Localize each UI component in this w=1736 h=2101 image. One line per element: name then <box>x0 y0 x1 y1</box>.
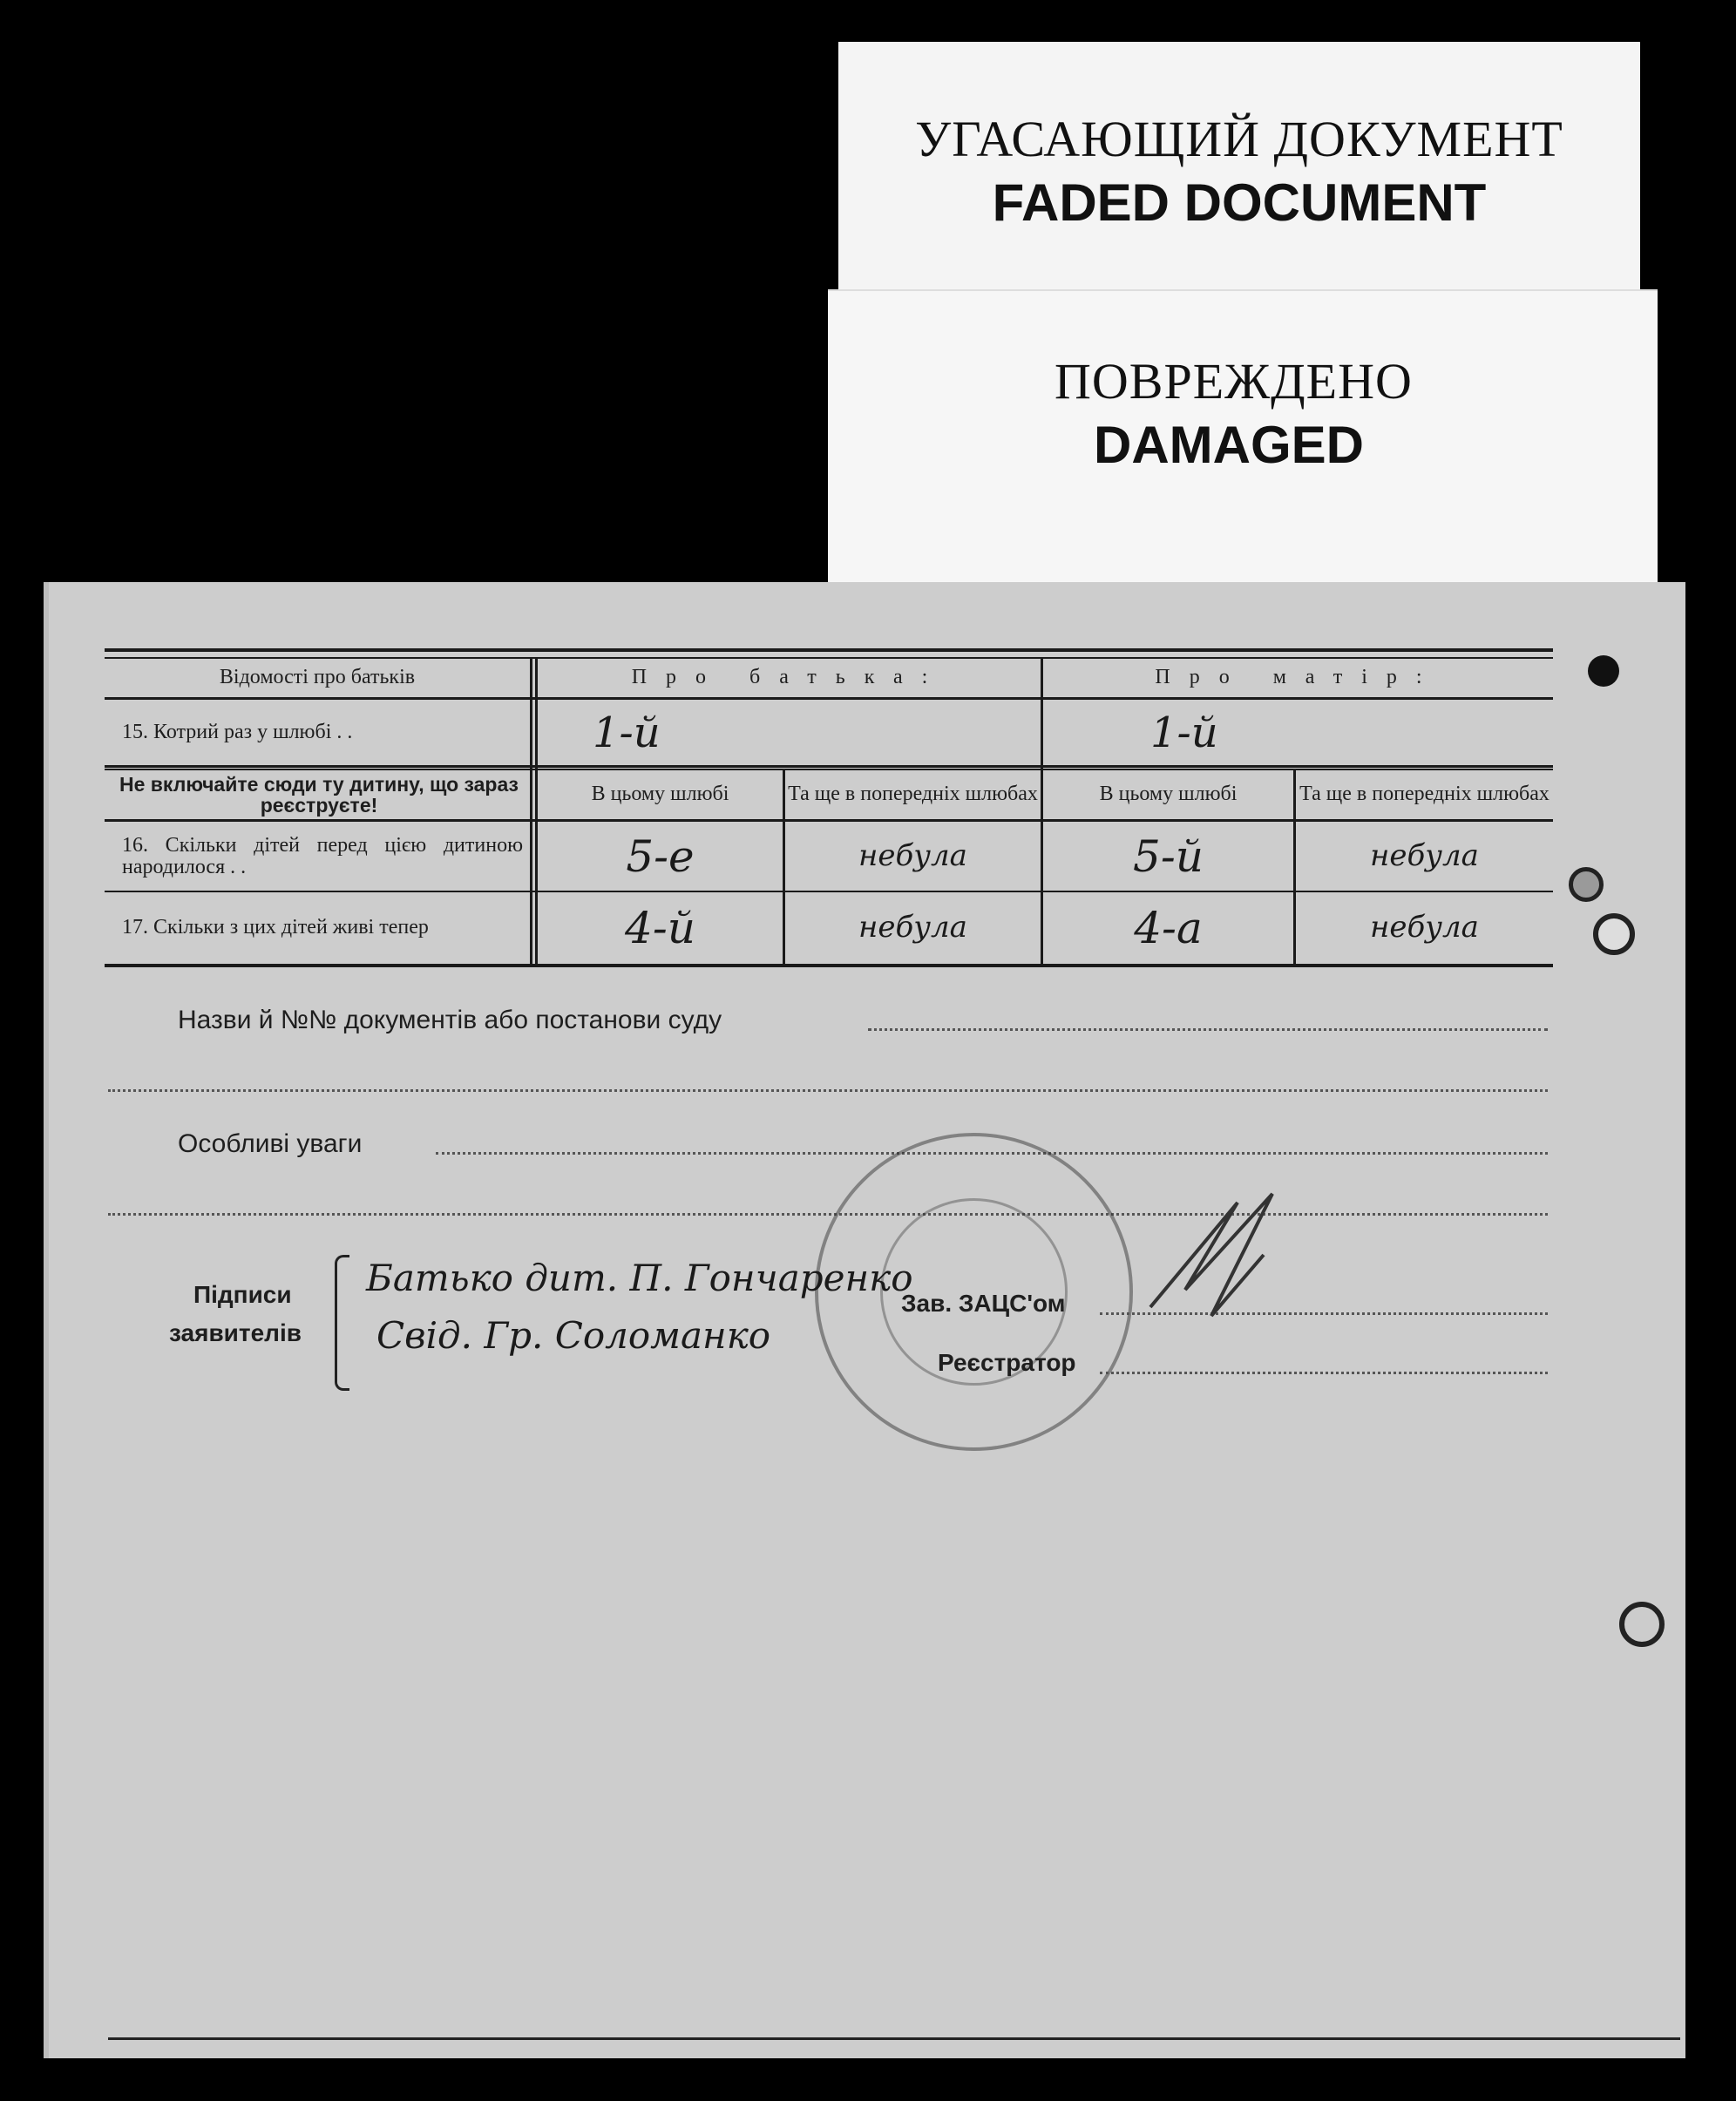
row17-father-this: 4-й <box>625 902 695 953</box>
header-parents-info: Відомості про батьків <box>219 666 416 689</box>
row15-father-value: 1-й <box>593 708 661 757</box>
row16-father-previous: небула <box>858 838 967 874</box>
applicant-signature-1: Батько дит. П. Гончаренко <box>366 1257 913 1299</box>
header-father: Про батька: <box>631 666 947 689</box>
punch-hole <box>1619 1602 1665 1647</box>
row16-mother-previous: небула <box>1370 838 1479 874</box>
damaged-document-label <box>828 289 1658 587</box>
signatures-label-line1: Підписи <box>193 1281 292 1308</box>
row17-label: 17. Скільки з цих дітей живі тепер <box>122 916 429 939</box>
remarks-label: Особливі уваги <box>178 1129 363 1158</box>
header-mother: Про матір: <box>1155 666 1441 689</box>
punch-hole <box>1593 913 1635 955</box>
father-previous-header: Та ще в попередніх шлюбах <box>788 783 1038 806</box>
father-this-marriage-header: В цьому шлюбі <box>591 783 729 806</box>
row17-father-previous: небула <box>858 910 967 945</box>
registrar-line <box>1100 1372 1548 1374</box>
row16-label: 16. Скільки дітей перед цією дитиною народилося . . <box>122 833 523 878</box>
faded-label-ru: УГАСАЮЩИЙ ДОКУМЕНТ <box>915 111 1563 167</box>
faded-document-label <box>838 42 1640 303</box>
documents-label: Назви й №№ документів або постанови суду <box>178 1006 722 1034</box>
signatures-brace <box>335 1255 349 1391</box>
mother-this-marriage-header: В цьому шлюбі <box>1099 783 1238 806</box>
documents-line-2 <box>108 1089 1548 1092</box>
exclude-child-note: Не включайте сюди ту дитину, що зараз реєструєте! <box>119 772 519 817</box>
parents-info-table <box>105 648 1553 967</box>
damaged-label-ru: ПОВРЕЖДЕНО <box>1054 353 1413 410</box>
applicant-signature-2: Свід. Гр. Соломанко <box>376 1314 771 1357</box>
row15-label: 15. Котрий раз у шлюбі . . <box>122 721 353 744</box>
page-bottom-rule <box>108 2037 1680 2040</box>
head-zags-label: Зав. ЗАЦС'ом <box>901 1290 1066 1317</box>
row16-mother-this: 5-й <box>1133 830 1204 882</box>
mother-previous-header: Та ще в попередніх шлюбах <box>1299 783 1550 806</box>
punch-hole <box>1569 867 1604 902</box>
registrar-label: Реєстратор <box>938 1349 1076 1376</box>
punch-hole <box>1588 655 1619 687</box>
documents-line <box>868 1028 1548 1031</box>
remarks-line-2 <box>108 1213 1548 1216</box>
damaged-label-en: DAMAGED <box>1094 416 1364 474</box>
row17-mother-this: 4-а <box>1134 902 1203 953</box>
signatures-label-line2: заявителів <box>169 1319 302 1346</box>
row17-mother-previous: небула <box>1370 910 1479 945</box>
registrar-signature-mark <box>1133 1176 1290 1351</box>
row16-father-this: 5-е <box>626 830 695 882</box>
row15-mother-value: 1-й <box>1150 708 1218 757</box>
faded-label-en: FADED DOCUMENT <box>992 173 1487 232</box>
